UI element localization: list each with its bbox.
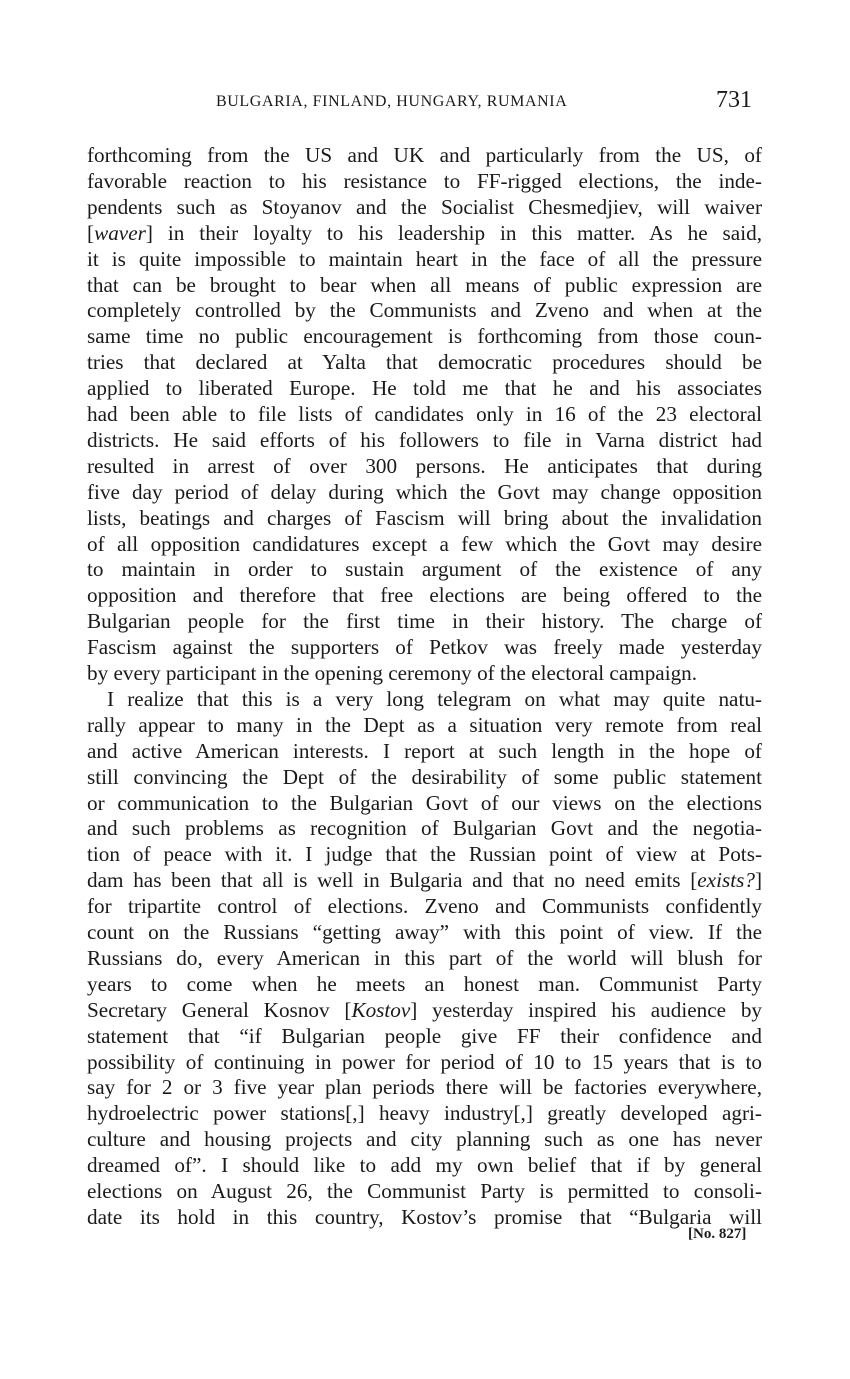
document-number: [No. 827] xyxy=(688,1226,747,1242)
text-line: hydroelectric power stations[,] heavy industry[,] greatly developed agri- xyxy=(87,1101,762,1126)
text-line: elections on August 26, the Communist Party is permitted to consoli- xyxy=(87,1179,762,1203)
text-line: five day period of delay during which the Govt may change opposition xyxy=(87,479,762,504)
text-line: and such problems as recognition of Bulgarian Govt and the negotia- xyxy=(87,816,762,841)
text-line: possibility of continuing in power for period of 10 to 15 years that is to xyxy=(87,1049,762,1074)
text-line: dam has been that all is well in Bulgaria and that no need emits [exists?] xyxy=(87,868,762,893)
text-line: to maintain in order to sustain argument of the existence of any xyxy=(87,557,762,582)
text-line: Bulgarian people for the first time in their history. The charge of xyxy=(87,609,762,634)
text-line: dreamed of”. I should like to add my own belief that if by general xyxy=(87,1153,762,1178)
text-line: it is quite impossible to maintain heart in the face of all the pressure xyxy=(87,246,762,271)
text-line: [waver] in their loyalty to his leadership in this matter. As he said, xyxy=(87,220,762,245)
text-line: say for 2 or 3 five year plan periods there will be factories everywhere, xyxy=(87,1075,762,1100)
text-line: still convincing the Dept of the desirability of some public statement xyxy=(87,764,762,789)
text-line: tries that declared at Yalta that democratic procedures should be xyxy=(87,350,762,375)
text-line: date its hold in this country, Kostov’s promise that “Bulgaria will xyxy=(87,1204,762,1229)
text-line: that can be brought to bear when all means of public expression are xyxy=(87,272,762,297)
text-line: by every participant in the opening ceremony of the electoral campaign. xyxy=(87,661,698,685)
text-line: I realize that this is a very long telegram on what may quite natu- xyxy=(107,686,762,711)
text-line: statement that “if Bulgarian people give FF their confidence and xyxy=(87,1023,762,1048)
text-line: culture and housing projects and city planning such as one has never xyxy=(87,1127,762,1152)
text-line: tion of peace with it. I judge that the Russian point of view at Pots- xyxy=(87,842,762,867)
text-line: completely controlled by the Communists and Zveno and when at the xyxy=(87,298,762,323)
text-line: Secretary General Kosnov [Kostov] yesterday inspired his audience by xyxy=(87,997,763,1022)
text-line: Fascism against the supporters of Petkov was freely made yesterday xyxy=(87,635,762,660)
text-line: pendents such as Stoyanov and the Socialist Chesmedjiev, will waiver xyxy=(87,194,762,219)
text-line: districts. He said efforts of his followers to file in Varna district had xyxy=(87,427,762,452)
text-line: Russians do, every American in this part of the world will blush for xyxy=(87,945,762,970)
page-number: 731 xyxy=(716,87,752,113)
running-header-title: BULGARIA, FINLAND, HUNGARY, RUMANIA xyxy=(216,93,568,110)
text-line: favorable reaction to his resistance to FF-rigged elections, the inde- xyxy=(87,168,762,193)
text-line: forthcoming from the US and UK and particularly from the US, of xyxy=(87,143,762,167)
text-line: years to come when he meets an honest man. Communist Party xyxy=(87,971,762,996)
text-line: and active American interests. I report at such length in the hope of xyxy=(87,738,762,763)
text-line: count on the Russians “getting away” with this point of view. If the xyxy=(87,920,762,944)
text-line: applied to liberated Europe. He told me that he and his associates xyxy=(87,376,762,401)
text-line: or communication to the Bulgarian Govt of our views on the elections xyxy=(87,790,762,815)
text-line: lists, beatings and charges of Fascism will bring about the invalidation xyxy=(87,505,762,530)
text-line: had been able to file lists of candidates only in 16 of the 23 electoral xyxy=(87,402,762,426)
text-line: resulted in arrest of over 300 persons. He anticipates that during xyxy=(87,453,762,478)
text-line: for tripartite control of elections. Zveno and Communists confidently xyxy=(87,894,762,919)
text-line: opposition and therefore that free elections are being offered to the xyxy=(87,583,762,608)
text-line: of all opposition candidatures except a few which the Govt may desire xyxy=(87,531,762,556)
text-line: same time no public encouragement is forthcoming from those coun- xyxy=(87,324,762,349)
text-line: rally appear to many in the Dept as a situation very remote from real xyxy=(87,712,762,737)
